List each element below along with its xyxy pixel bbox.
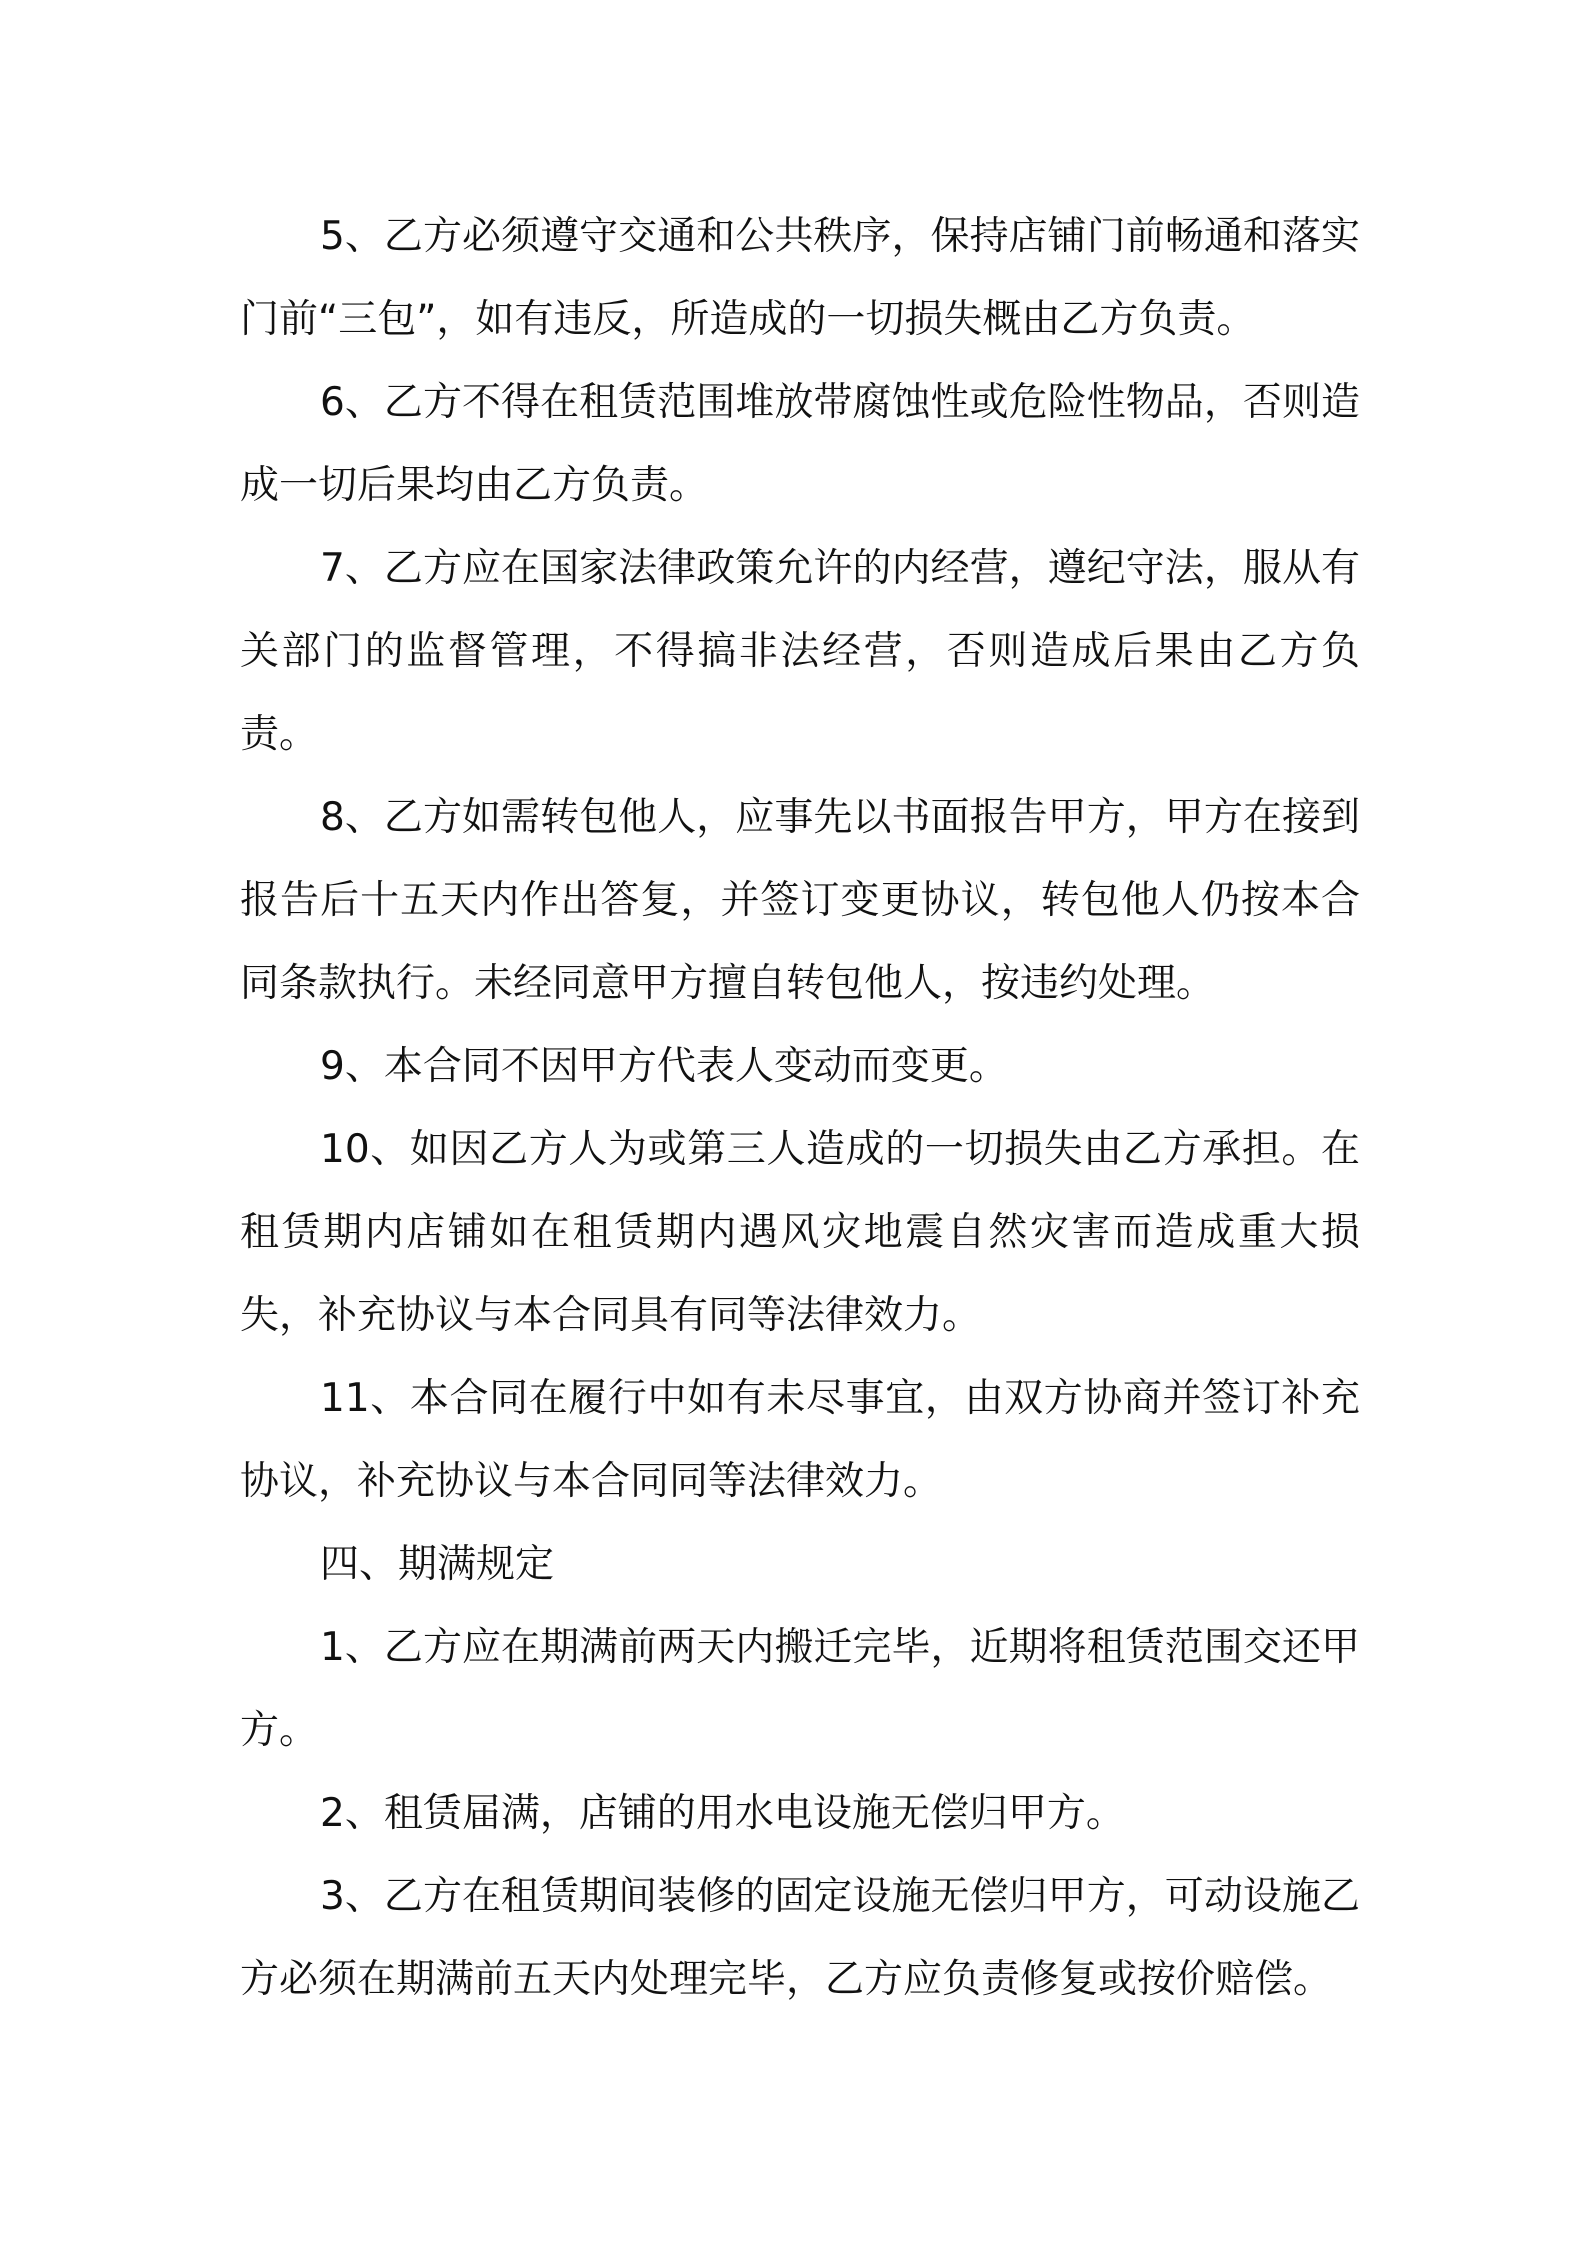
clause-9: 9、本合同不因甲方代表人变动而变更。	[320, 1044, 1008, 1089]
clause-6: 6、乙方不得在租赁范围堆放带腐蚀性或危险性物品，否则造成一切后果均由乙方负责。	[240, 380, 1360, 508]
clause-7: 7、乙方应在国家法律政策允许的内经营，遵纪守法，服从有关部门的监督管理，不得搞非法经营，否则造成后果由乙方负责。	[240, 546, 1360, 757]
clause-10: 10、如因乙方人为或第三人造成的一切损失由乙方承担。在租赁期内店铺如在租赁期内遇风灾地震自然灾害而造成重大损失，补充协议与本合同具有同等法律效力。	[240, 1127, 1360, 1338]
expiry-clause-1: 1、乙方应在期满前两天内搬迁完毕，近期将租赁范围交还甲方。	[240, 1625, 1360, 1753]
clause-5: 5、乙方必须遵守交通和公共秩序，保持店铺门前畅通和落实门前“三包”，如有违反，所造成的一切损失概由乙方负责。	[240, 214, 1360, 342]
clause-11: 11、本合同在履行中如有未尽事宜，由双方协商并签订补充协议，补充协议与本合同同等法律效力。	[240, 1376, 1360, 1504]
clause-8: 8、乙方如需转包他人，应事先以书面报告甲方，甲方在接到报告后十五天内作出答复，并签订变更协议，转包他人仍按本合同条款执行。未经同意甲方擅自转包他人，按违约处理。	[240, 795, 1360, 1006]
expiry-clause-3: 3、乙方在租赁期间装修的固定设施无偿归甲方，可动设施乙方必须在期满前五天内处理完毕，乙方应负责修复或按价赔偿。	[240, 1874, 1360, 2002]
section-heading-expiry: 四、期满规定	[320, 1542, 555, 1587]
document-body	[240, 195, 1360, 2021]
expiry-clause-2: 2、租赁届满，店铺的用水电设施无偿归甲方。	[320, 1791, 1125, 1836]
